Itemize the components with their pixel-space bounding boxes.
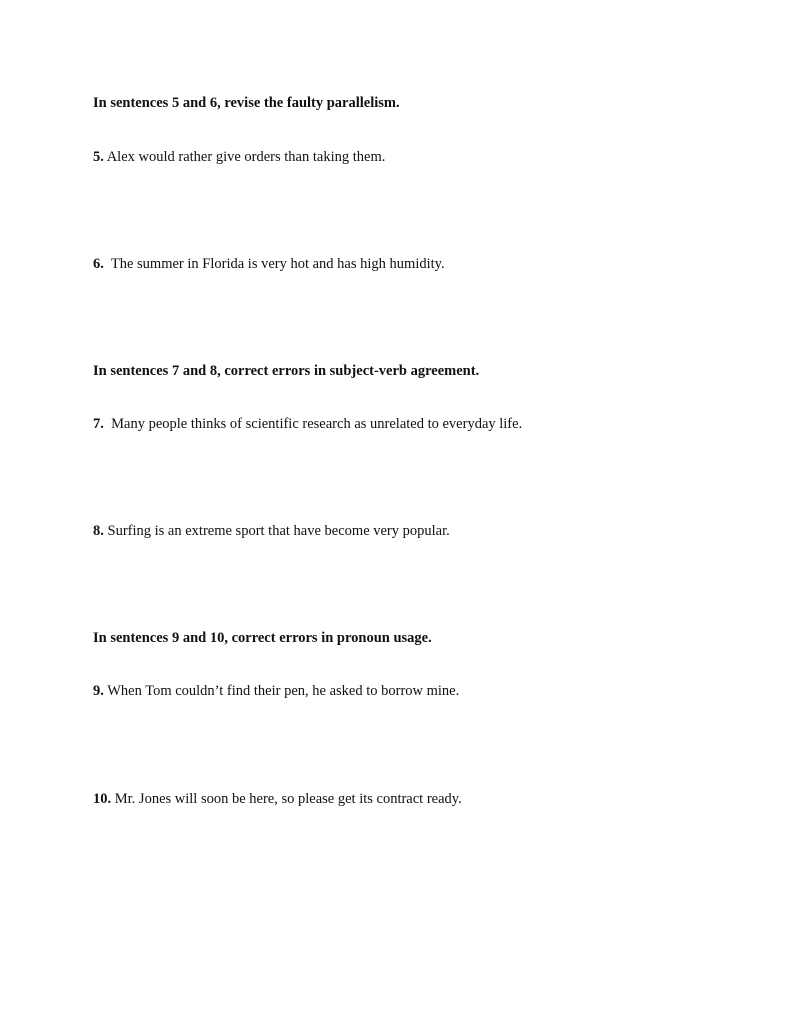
question-number: 6. (93, 256, 104, 272)
section-heading-parallelism: In sentences 5 and 6, revise the faulty parallelism. (93, 95, 400, 111)
question-7 (93, 415, 522, 433)
question-text: Mr. Jones will soon be here, so please get its contract ready. (111, 791, 462, 807)
question-text: Many people thinks of scientific research as unrelated to everyday life. (103, 416, 523, 432)
question-text: The summer in Florida is very hot and has high humidity. (103, 256, 445, 272)
question-number: 7. (93, 416, 104, 432)
question-text: When Tom couldn’t find their pen, he asked to borrow mine. (103, 683, 460, 699)
section-heading-pronoun: In sentences 9 and 10, correct errors in pronoun usage. (93, 630, 432, 646)
question-text: Surfing is an extreme sport that have become very popular. (103, 523, 450, 539)
question-6 (93, 255, 445, 273)
question-number: 5. (93, 149, 104, 165)
section-heading-subject-verb: In sentences 7 and 8, correct errors in subject-verb agreement. (93, 363, 480, 379)
question-number: 9. (93, 683, 104, 699)
question-8 (93, 522, 450, 540)
question-text: Alex would rather give orders than taking them. (103, 149, 386, 165)
question-number: 10. (93, 791, 112, 807)
question-10 (93, 790, 462, 808)
question-number: 8. (93, 523, 104, 539)
question-5 (93, 148, 385, 166)
question-9 (93, 682, 459, 700)
